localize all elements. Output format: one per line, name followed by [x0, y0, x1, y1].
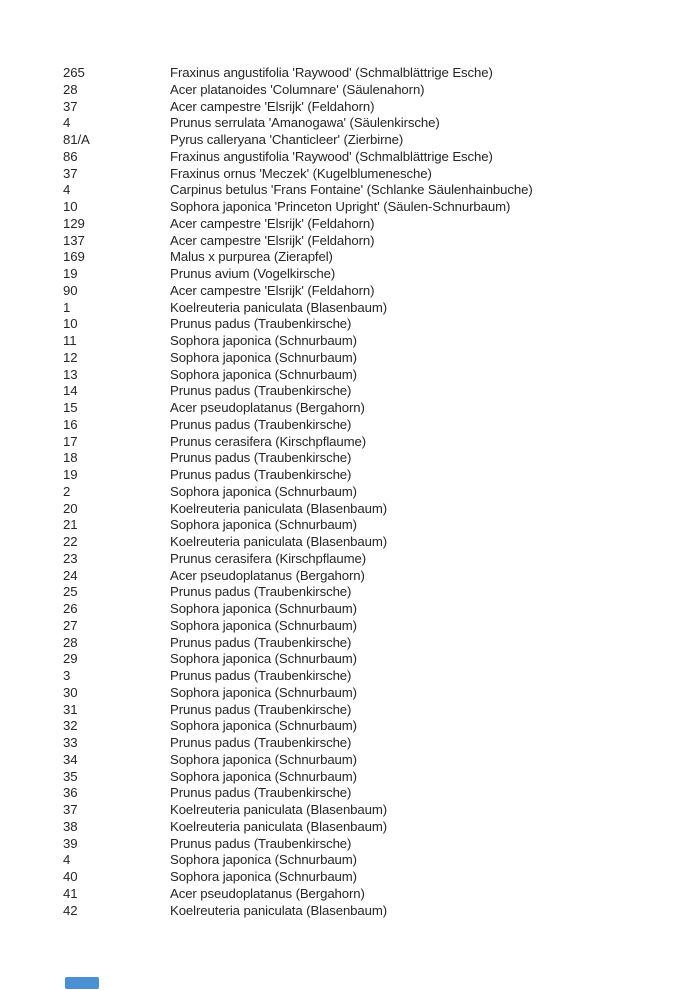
tree-count: 34 — [63, 751, 78, 767]
tree-species: Sophora japonica (Schnurbaum) — [170, 366, 357, 382]
tree-count: 4 — [63, 852, 71, 868]
tree-species: Prunus padus (Traubenkirsche) — [170, 835, 352, 851]
tree-count: 2 — [63, 483, 71, 499]
list-row — [0, 132, 700, 149]
list-row — [0, 836, 700, 853]
tree-count: 14 — [63, 383, 78, 399]
tree-count: 86 — [63, 148, 78, 164]
tree-count: 19 — [63, 266, 78, 281]
list-row — [0, 685, 700, 702]
list-row — [0, 785, 700, 802]
tree-list — [0, 65, 700, 919]
tree-count: 137 — [63, 232, 85, 248]
list-row — [0, 852, 700, 869]
list-row — [0, 82, 700, 99]
tree-count: 37 — [63, 165, 78, 181]
tree-count: 24 — [63, 567, 78, 583]
list-row — [0, 568, 700, 585]
tree-count: 33 — [63, 735, 78, 750]
list-row — [0, 316, 700, 333]
tree-species: Acer campestre 'Elsrijk' (Feldahorn) — [170, 282, 375, 298]
list-row — [0, 182, 700, 199]
tree-species: Acer campestre 'Elsrijk' (Feldahorn) — [170, 98, 375, 114]
tree-count: 38 — [63, 818, 78, 834]
list-row — [0, 216, 700, 233]
tree-species: Acer pseudoplatanus (Bergahorn) — [170, 567, 365, 583]
tree-count: 19 — [63, 467, 78, 482]
list-row — [0, 149, 700, 166]
tree-count: 21 — [63, 517, 78, 533]
tree-count: 41 — [63, 885, 78, 901]
list-row — [0, 501, 700, 518]
tree-count: 3 — [63, 668, 71, 683]
tree-species: Sophora japonica (Schnurbaum) — [170, 852, 357, 868]
tree-species: Malus x purpurea (Zierapfel) — [170, 249, 333, 265]
tree-species: Sophora japonica 'Princeton Upright' (Säulen-Schnurbaum) — [170, 199, 511, 214]
list-row — [0, 735, 700, 752]
tree-count: 30 — [63, 684, 78, 700]
list-row — [0, 450, 700, 467]
list-row — [0, 601, 700, 618]
tree-species: Carpinus betulus 'Frans Fontaine' (Schlanke Säulenhainbuche) — [170, 182, 533, 198]
list-row — [0, 651, 700, 668]
tree-species: Prunus padus (Traubenkirsche) — [170, 316, 352, 332]
tree-count: 10 — [63, 199, 78, 214]
list-row — [0, 802, 700, 819]
list-row — [0, 199, 700, 216]
tree-count: 28 — [63, 81, 78, 97]
list-row — [0, 668, 700, 685]
tree-count: 27 — [63, 617, 78, 633]
tree-count: 37 — [63, 802, 78, 817]
tree-species: Koelreuteria paniculata (Blasenbaum) — [170, 534, 388, 549]
tree-count: 10 — [63, 316, 78, 332]
tree-species: Prunus padus (Traubenkirsche) — [170, 467, 352, 482]
tree-species: Sophora japonica (Schnurbaum) — [170, 751, 357, 767]
tree-count: 32 — [63, 718, 78, 734]
tree-species: Koelreuteria paniculata (Blasenbaum) — [170, 299, 388, 315]
tree-species: Prunus padus (Traubenkirsche) — [170, 450, 352, 466]
tree-species: Sophora japonica (Schnurbaum) — [170, 517, 357, 533]
list-row — [0, 752, 700, 769]
tree-species: Prunus avium (Vogelkirsche) — [170, 266, 336, 281]
tree-count: 22 — [63, 534, 78, 549]
list-row — [0, 534, 700, 551]
list-row — [0, 819, 700, 836]
tree-species: Sophora japonica (Schnurbaum) — [170, 718, 357, 734]
tree-count: 39 — [63, 835, 78, 851]
list-row — [0, 635, 700, 652]
list-row — [0, 115, 700, 132]
tree-species: Koelreuteria paniculata (Blasenbaum) — [170, 818, 388, 834]
tree-species: Acer platanoides 'Columnare' (Säulenahorn) — [170, 81, 425, 97]
list-row — [0, 869, 700, 886]
tree-count: 1 — [63, 299, 71, 315]
tree-count: 23 — [63, 550, 78, 566]
tree-species: Sophora japonica (Schnurbaum) — [170, 869, 357, 884]
tree-species: Acer pseudoplatanus (Bergahorn) — [170, 400, 365, 415]
tree-count: 42 — [63, 902, 78, 918]
tree-species: Prunus padus (Traubenkirsche) — [170, 668, 352, 683]
list-row — [0, 283, 700, 300]
tree-count: 265 — [63, 65, 85, 80]
list-row — [0, 300, 700, 317]
tree-species: Koelreuteria paniculata (Blasenbaum) — [170, 902, 388, 918]
tree-count: 17 — [63, 433, 78, 449]
tree-count: 81/A — [63, 132, 90, 147]
tree-species: Prunus cerasifera (Kirschpflaume) — [170, 550, 367, 566]
tree-count: 28 — [63, 634, 78, 650]
tree-species: Prunus serrulata 'Amanogawa' (Säulenkirsche) — [170, 115, 440, 131]
tree-count: 36 — [63, 785, 78, 801]
tree-species: Prunus padus (Traubenkirsche) — [170, 785, 352, 801]
tree-count: 20 — [63, 500, 78, 516]
tree-count: 16 — [63, 416, 78, 432]
list-row — [0, 484, 700, 501]
tree-count: 11 — [63, 333, 77, 348]
list-row — [0, 467, 700, 484]
list-row — [0, 99, 700, 116]
list-row — [0, 333, 700, 350]
list-row — [0, 166, 700, 183]
tree-species: Sophora japonica (Schnurbaum) — [170, 333, 357, 348]
tree-species: Fraxinus ornus 'Meczek' (Kugelblumenesche) — [170, 165, 432, 181]
list-row — [0, 769, 700, 786]
tree-count: 12 — [63, 349, 78, 365]
tree-species: Sophora japonica (Schnurbaum) — [170, 684, 357, 700]
tree-species: Prunus padus (Traubenkirsche) — [170, 416, 352, 432]
list-row — [0, 702, 700, 719]
tree-species: Prunus cerasifera (Kirschpflaume) — [170, 433, 367, 449]
tree-species: Koelreuteria paniculata (Blasenbaum) — [170, 802, 388, 817]
tree-count: 4 — [63, 115, 71, 131]
tree-count: 26 — [63, 601, 78, 616]
tree-species: Acer campestre 'Elsrijk' (Feldahorn) — [170, 215, 375, 231]
tree-count: 18 — [63, 450, 78, 466]
tree-species: Sophora japonica (Schnurbaum) — [170, 651, 357, 667]
tree-count: 25 — [63, 584, 78, 600]
list-row — [0, 417, 700, 434]
list-row — [0, 266, 700, 283]
tree-species: Acer campestre 'Elsrijk' (Feldahorn) — [170, 232, 375, 248]
list-row — [0, 618, 700, 635]
tree-species: Sophora japonica (Schnurbaum) — [170, 601, 357, 616]
tree-count: 90 — [63, 282, 78, 298]
list-row — [0, 249, 700, 266]
tree-species: Sophora japonica (Schnurbaum) — [170, 483, 357, 499]
list-row — [0, 383, 700, 400]
list-row — [0, 400, 700, 417]
tree-species: Sophora japonica (Schnurbaum) — [170, 617, 357, 633]
tree-species: Prunus padus (Traubenkirsche) — [170, 735, 352, 750]
tree-species: Pyrus calleryana 'Chanticleer' (Zierbirne) — [170, 132, 404, 147]
tree-count: 15 — [63, 400, 78, 415]
tree-count: 31 — [63, 701, 78, 717]
list-row — [0, 551, 700, 568]
tree-species: Prunus padus (Traubenkirsche) — [170, 383, 352, 399]
list-row — [0, 886, 700, 903]
list-row — [0, 517, 700, 534]
tree-count: 13 — [63, 366, 78, 382]
list-row — [0, 367, 700, 384]
list-row — [0, 350, 700, 367]
tree-species: Sophora japonica (Schnurbaum) — [170, 349, 357, 365]
tree-species: Koelreuteria paniculata (Blasenbaum) — [170, 500, 388, 516]
tree-count: 29 — [63, 651, 78, 667]
list-row — [0, 584, 700, 601]
list-row — [0, 434, 700, 451]
tree-count: 37 — [63, 98, 78, 114]
tree-species: Prunus padus (Traubenkirsche) — [170, 701, 352, 717]
list-row — [0, 903, 700, 920]
tree-species: Fraxinus angustifolia 'Raywood' (Schmalblättrige Esche) — [170, 65, 493, 80]
tree-species: Fraxinus angustifolia 'Raywood' (Schmalblättrige Esche) — [170, 148, 493, 164]
tree-count: 40 — [63, 869, 78, 884]
list-row — [0, 718, 700, 735]
bottom-left-marker — [65, 977, 99, 989]
tree-count: 129 — [63, 215, 85, 231]
tree-count: 169 — [63, 249, 85, 265]
tree-species: Acer pseudoplatanus (Bergahorn) — [170, 885, 365, 901]
tree-count: 4 — [63, 182, 71, 198]
tree-species: Sophora japonica (Schnurbaum) — [170, 768, 357, 784]
tree-count: 35 — [63, 768, 78, 784]
list-row — [0, 233, 700, 250]
tree-species: Prunus padus (Traubenkirsche) — [170, 634, 352, 650]
list-row — [0, 65, 700, 82]
tree-species: Prunus padus (Traubenkirsche) — [170, 584, 352, 600]
